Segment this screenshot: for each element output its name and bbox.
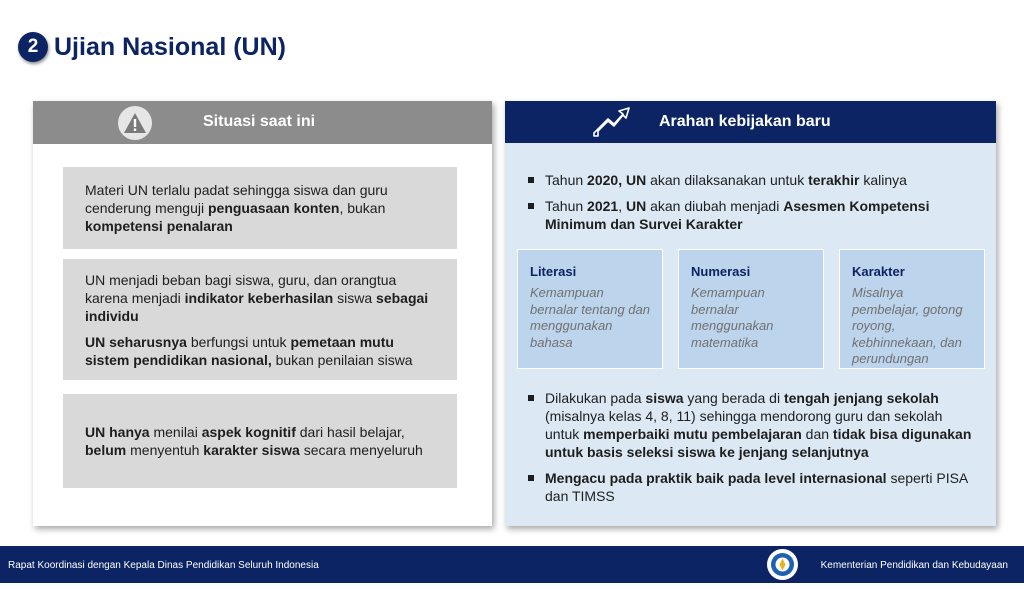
card-karakter xyxy=(839,249,985,369)
current-situation-header xyxy=(33,101,492,144)
new-policy-header xyxy=(505,101,996,143)
ministry-emblem-icon xyxy=(767,549,798,580)
policy-bullet: Tahun 2020, UN akan dilaksanakan untuk terakhir kalinya xyxy=(527,171,977,189)
policy-bullet: Dilakukan pada siswa yang berada di tengah jenjang sekolah (misalnya kelas 4, 8, 11) sehingga mendorong guru dan sekolah untuk memperbaiki mutu pembelajaran dan tidak bisa digunakan untuk basis seleksi siswa ke jenjang selanjutnya xyxy=(527,389,977,461)
current-situation-panel xyxy=(33,101,492,526)
footer-bar xyxy=(0,546,1024,583)
policy-bullet: Mengacu pada praktik baik pada level internasional seperti PISA dan TIMSS xyxy=(527,469,977,505)
card-description: Kemampuan bernalar menggunakan matematika xyxy=(691,285,774,350)
policy-bullet: Tahun 2021, UN akan diubah menjadi Asesmen Kompetensi Minimum dan Survei Karakter xyxy=(527,197,977,233)
card-title: Literasi xyxy=(530,264,577,279)
footer-event-text: Rapat Koordinasi dengan Kepala Dinas Pendidikan Seluruh Indonesia xyxy=(8,560,319,571)
section-number-badge: 2 xyxy=(18,32,48,62)
situation-box-content-overload xyxy=(63,167,457,249)
card-description: Misalnya pembelajar, gotong royong, kebhinnekaan, dan perundungan xyxy=(852,285,963,366)
page-title: Ujian Nasional (UN) xyxy=(54,32,286,61)
card-literasi xyxy=(517,249,663,369)
situation-text: UN seharusnya berfungsi untuk pemetaan mutu sistem pendidikan nasional, bukan penilaian siswa xyxy=(85,333,413,368)
situation-text: UN hanya menilai aspek kognitif dari hasil belajar, belum menyentuh karakter siswa secara menyeluruh xyxy=(85,424,423,458)
card-title: Karakter xyxy=(852,264,905,279)
trend-up-arrow-icon xyxy=(591,105,631,144)
policy-bullets-bottom xyxy=(527,389,977,505)
situation-box-burden xyxy=(63,259,457,380)
current-situation-title: Situasi saat ini xyxy=(203,113,316,130)
policy-bullets-top xyxy=(527,171,977,233)
card-title: Numerasi xyxy=(691,264,751,279)
card-numerasi xyxy=(678,249,824,369)
slide-title-row xyxy=(18,32,286,62)
new-policy-title: Arahan kebijakan baru xyxy=(659,113,831,130)
card-description: Kemampuan bernalar tentang dan menggunakan bahasa xyxy=(530,285,650,350)
new-policy-panel xyxy=(505,101,996,526)
situation-box-cognitive-only xyxy=(63,394,457,488)
situation-text: Materi UN terlalu padat sehingga siswa dan guru cenderung menguji penguasaan konten, bukan kompetensi penalaran xyxy=(85,182,388,234)
assessment-cards xyxy=(517,249,985,369)
situation-text: UN menjadi beban bagi siswa, guru, dan orangtua karena menjadi indikator keberhasilan siswa sebagai individu xyxy=(85,271,429,324)
warning-icon xyxy=(118,106,152,140)
footer-ministry-text: Kementerian Pendidikan dan Kebudayaan xyxy=(820,560,1008,571)
